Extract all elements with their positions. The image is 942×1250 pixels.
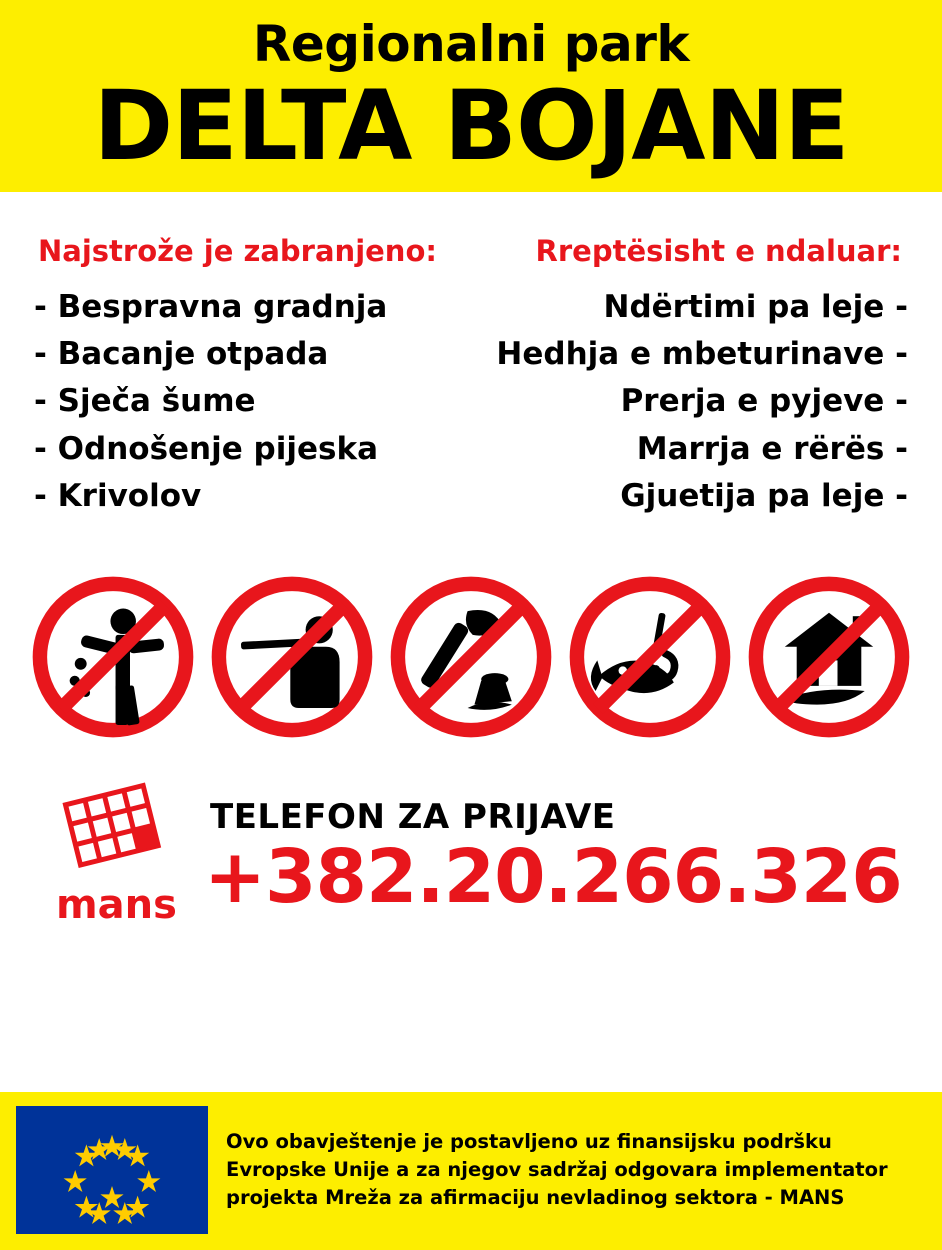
footer-line: projekta Mreža za afirmaciju nevladinog sektora - MANS (226, 1185, 845, 1209)
mans-logo (52, 782, 182, 932)
footer-line: Ovo obavještenje je postavljeno uz finansijsku podršku (226, 1130, 832, 1154)
list-item: - Bespravna gradnja (34, 289, 388, 326)
prohibitions-list-montenegrin (34, 234, 464, 520)
list-item: Gjuetija pa leje - (620, 477, 908, 514)
list-item: Marrja e rërës - (636, 430, 908, 467)
list-item: Ndërtimi pa leje - (603, 289, 908, 326)
european-union-flag (14, 1106, 210, 1234)
list-item: Prerja e pyjeve - (620, 383, 908, 420)
phone-label: TELEFON ZA PRIJAVE (210, 796, 616, 837)
list-item: - Krivolov (34, 477, 202, 514)
no-littering-icon (28, 572, 198, 742)
no-building-icon (744, 572, 914, 742)
pictogram-row (0, 520, 942, 742)
prohibitions-title-albanian: Rreptësisht e ndaluar: (535, 234, 902, 269)
list-item: - Sječa šume (34, 383, 256, 420)
prohibitions-title-montenegrin: Najstrože je zabranjeno: (38, 234, 437, 269)
footer-line: Evropske Unije a za njegov sadržaj odgovara implementator (226, 1158, 888, 1182)
footer-text (210, 1128, 888, 1211)
phone-number[interactable]: +382.20.266.326 (204, 833, 902, 920)
eu-funding-footer (0, 1092, 942, 1250)
list-item: Hedhja e mbeturinave - (496, 336, 908, 373)
prohibitions-list-albanian (478, 234, 908, 520)
header-subtitle: Regionalni park (252, 15, 690, 73)
no-fishing-icon (565, 572, 735, 742)
poster-header (0, 0, 942, 192)
contact-section (0, 742, 942, 932)
prohibitions-section (0, 192, 942, 520)
phone-text-block (182, 796, 902, 920)
mans-logo-text: mans (56, 881, 177, 928)
list-item: - Odnošenje pijeska (34, 430, 379, 467)
no-hunting-icon (207, 572, 377, 742)
list-item: - Bacanje otpada (34, 336, 329, 373)
no-logging-icon (386, 572, 556, 742)
page-title: DELTA BOJANE (93, 69, 849, 182)
